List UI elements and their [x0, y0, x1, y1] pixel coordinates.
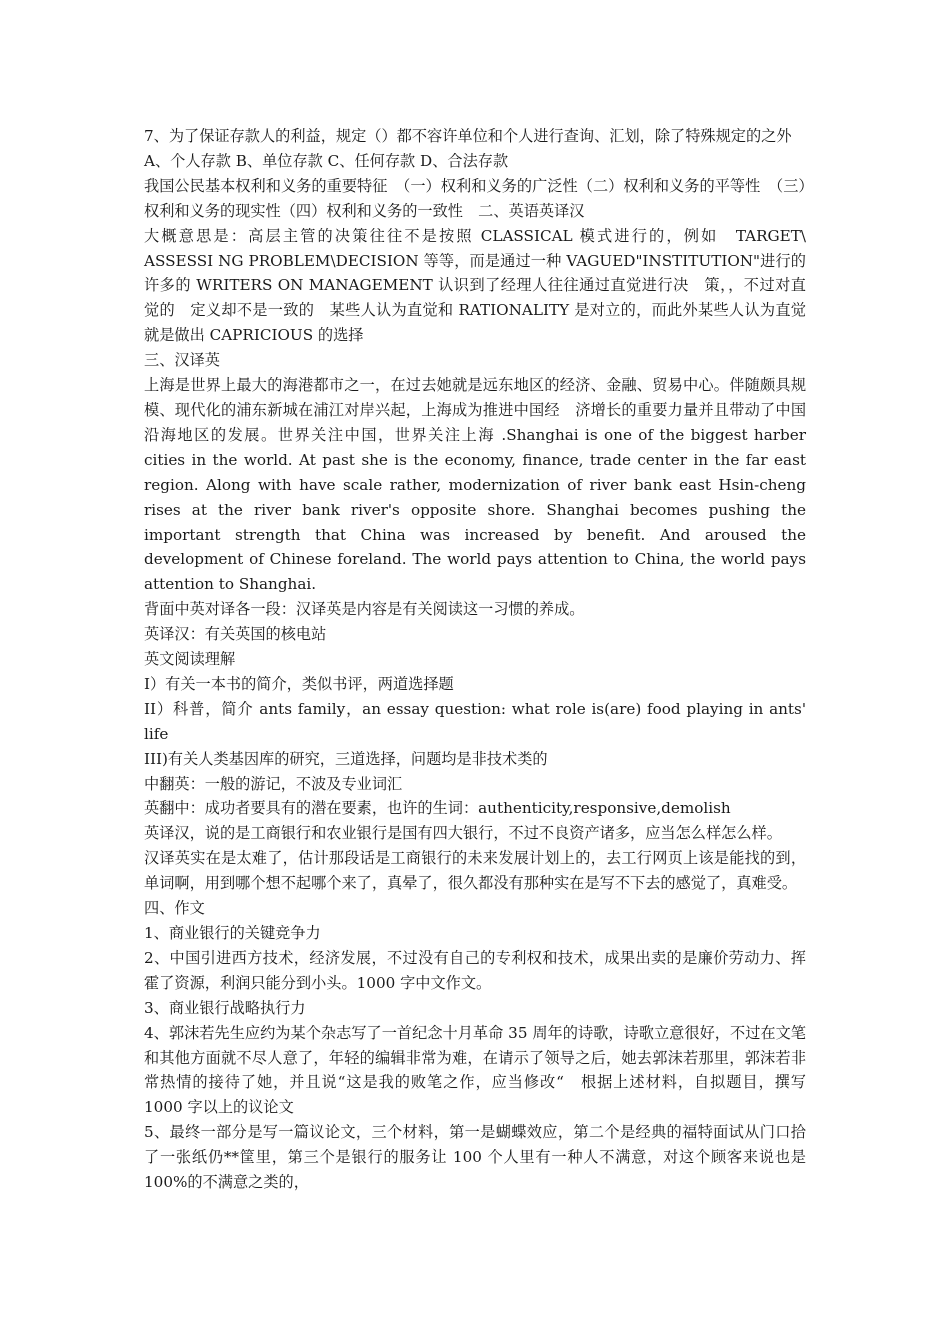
section-heading-chinese-to-english: 三、汉译英: [144, 351, 220, 370]
essay-topic-2: 2、中国引进西方技术，经济发展，不过没有自己的专利权和技术，成果出卖的是廉价劳动力、挥霍了资源，利润只能分到小头。1000 字中文作文。: [144, 948, 806, 992]
essay-topic-5: 5、最终一部分是写一篇议论文，三个材料，第一是蝴蝶效应，第二个是经典的福特面试从门口拾了一张纸仍**筐里，第三个是银行的服务让 100 个人里有一种人不满意，对这个顾客来说也是 100%的不满意之类的，: [144, 1123, 806, 1192]
translation-note-1: 中翻英：一般的游记，不波及专业词汇: [144, 774, 403, 793]
rights-duties-paragraph: 我国公民基本权利和义务的重要特征 （一）权利和义务的广泛性（二）权利和义务的平等性 （三）权利和义务的现实性（四）权利和义务的一致性 二、英语英译汉: [144, 176, 806, 220]
question-7-options: A、个人存款 B、单位存款 C、任何存款 D、合法存款: [144, 151, 509, 170]
english-to-chinese-note: 英译汉：有关英国的核电站: [144, 625, 327, 644]
question-7: 7、为了保证存款人的利益，规定（）都不容许单位和个人进行查询、汇划，除了特殊规定的之外: [144, 127, 792, 145]
shanghai-paragraph: 上海是世界上最大的海港都市之一，在过去她就是远东地区的经济、金融、贸易中心。伴随颇具规模、现代化的浦东新城在浦江对岸兴起，上海成为推进中国经 济增长的重要力量并且带动了中国沿海地区的发展。世界关注中国，世界关注上海 .Shanghai is one of the biggest harber cities in the world. At past she is the economy, finance, trade center in the far east region. Along with have scale rather, modernization of river bank east Hsin-cheng rises at the river bank river's opposite shore. Shanghai becomes pushing the important strength that China was increased by benefit. And aroused the development of Chinese foreland. The world pays attention to China, the world pays attention to Shanghai.: [144, 376, 806, 594]
essay-topic-3: 3、商业银行战略执行力: [144, 998, 306, 1017]
translation-note-3: 英译汉，说的是工商银行和农业银行是国有四大银行，不过不良资产诸多，应当怎么样怎么样。: [144, 824, 782, 843]
reading-item-3: III)有关人类基因库的研究，三道选择，问题均是非技术类的: [144, 749, 548, 768]
essay-topic-1: 1、商业银行的关键竞争力: [144, 924, 321, 942]
back-translation-note: 背面中英对译各一段：汉译英是内容是有关阅读这一习惯的养成。: [144, 600, 585, 619]
reading-item-1: I）有关一本书的简介，类似书评，两道选择题: [144, 674, 454, 693]
essay-topic-4: 4、郭沫若先生应约为某个杂志写了一首纪念十月革命 35 周年的诗歌，诗歌立意很好，不过在文笔和其他方面就不尽人意了，年轻的编辑非常为难，在请示了领导之后，她去郭沫若那里，郭沫若非常热情的接待了她，并且说“这是我的败笔之作，应当修改“ 根据上述材料，自拟题目，撰写 1000 字以上的议论文: [144, 1023, 806, 1117]
section-heading-essay: 四、作文: [144, 899, 205, 918]
translation-summary-paragraph: 大概意思是：高层主管的决策往往不是按照 CLASSICAL 模式进行的，例如 TARGET\ ASSESSI NG PROBLEM\DECISION 等等，而是通过一种 VAGUED"INSTITUTION"进行的许多的 WRITERS ON MANAGEMENT 认识到了经理人往往通过直觉进行决 策，，不过对直觉的 定义却不是一致的 某些人认为直觉和 RATIONALITY 是对立的，而此外某些人认为直觉就是做出 CAPRICIOUS 的选择: [144, 226, 806, 345]
translation-note-4: 汉译英实在是太难了，估计那段话是工商银行的未来发展计划上的，去工行网页上该是能找的到，单词啊，用到哪个想不起哪个来了，真晕了，很久都没有那种实在是写不下去的感觉了，真难受。: [144, 849, 806, 893]
translation-note-2: 英翻中：成功者要具有的潜在要素，也许的生词：authenticity,responsive,demolish: [144, 799, 731, 818]
reading-item-2: II）科普，简介 ants family，an essay question: what role is(are) food playing in ants' life: [144, 699, 806, 743]
document-body: [144, 124, 806, 1195]
reading-heading: 英文阅读理解: [144, 650, 236, 669]
